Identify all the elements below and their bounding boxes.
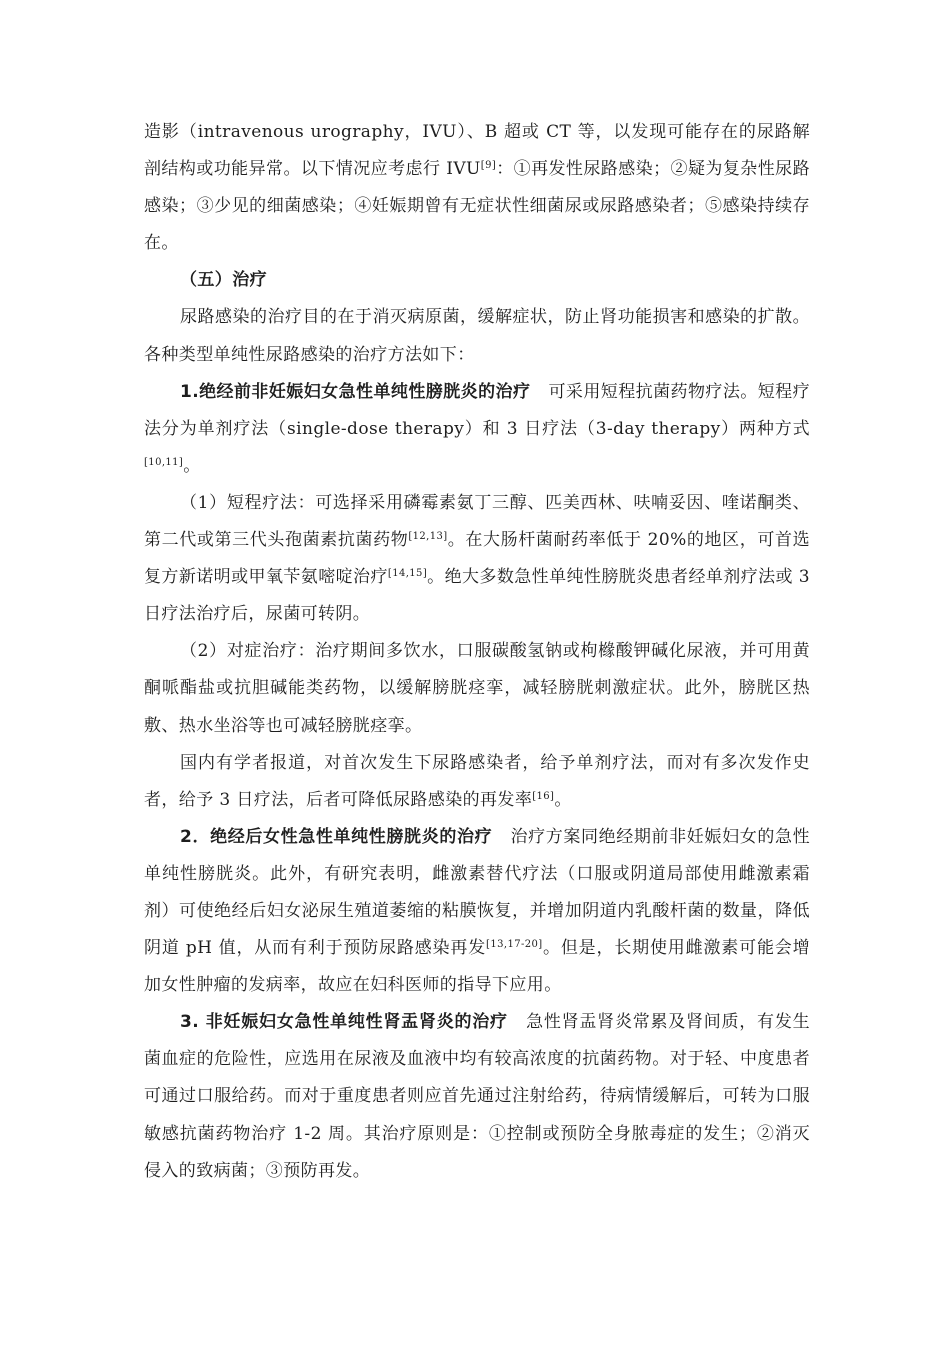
paragraph-text: 。 (554, 789, 572, 810)
paragraph-text: 造影（intravenous urography，IVU）、B 超或 CT 等，以发现可能存在的尿路解剖结构或功能异常。以下情况应考虑行 IVU (144, 122, 810, 180)
paragraph-ivu (144, 114, 810, 262)
paragraph-text: 。在大肠杆菌耐药率低于 20%的地区，可首选复方新诺明或甲氧苄氨嘧啶治疗 (144, 530, 810, 588)
paragraph-text: 治疗方案同绝经期前非妊娠妇女的急性单纯性膀胱炎。此外，有研究表明，雌激素替代疗法（口服或阴道局部使用雌激素霜剂）可使绝经后妇女泌尿生殖道萎缩的粘膜恢复，并增加阴道内乳酸杆菌的数量，降低阴道 pH 值，从而有利于预防尿路感染再发 (144, 826, 810, 959)
paragraph-text: （1）短程疗法：可选择采用磷霉素氨丁三醇、匹美西林、呋喃妥因、喹诺酮类、第二代或第三代头孢菌素抗菌药物 (144, 492, 810, 551)
paragraph-text: 。 (183, 455, 201, 476)
section-heading-treatment: （五）治疗 (180, 270, 267, 291)
paragraph-premenopausal-cystitis (144, 374, 810, 485)
paragraph-postmenopausal-cystitis (144, 819, 810, 1004)
paragraph-text: 急性肾盂肾炎常累及肾间质，有发生菌血症的危险性，应选用在尿液及血液中均有较高浓度的抗菌药物。对于轻、中度患者可通过口服给药。而对于重度患者则应首先通过注射给药，待病情缓解后，可转为口服敏感抗菌药物治疗 1-2 周。其治疗原则是：①控制或预防全身脓毒症的发生；②消灭侵入的致病菌；③预防再发。 (144, 1012, 810, 1181)
subsection-title: 1.绝经前非妊娠妇女急性单纯性膀胱炎的治疗 (180, 381, 531, 402)
document-body (144, 114, 810, 1190)
paragraph-text: 。绝大多数急性单纯性膀胱炎患者经单剂疗法或 3 日疗法治疗后，尿菌可转阴。 (144, 567, 811, 625)
citation: [12,13] (408, 531, 448, 543)
paragraph-text: 国内有学者报道，对首次发生下尿路感染者，给予单剂疗法，而对有多次发作史者，给予 3 日疗法，后者可降低尿路感染的再发率 (144, 752, 810, 810)
paragraph-domestic-report (144, 745, 810, 819)
paragraph-treatment-goal: 尿路感染的治疗目的在于消灭病原菌，缓解症状，防止肾功能损害和感染的扩散。各种类型单纯性尿路感染的治疗方法如下： (144, 307, 810, 365)
paragraph-text: 。但是，长期使用雌激素可能会增加女性肿瘤的发病率，故应在妇科医师的指导下应用。 (144, 938, 811, 996)
paragraph-text: 可采用短程抗菌药物疗法。短程疗法分为单剂疗法（single-dose therapy）和 3 日疗法（3-day therapy）两种方式 (144, 381, 810, 439)
paragraph-pyelonephritis (144, 1004, 810, 1189)
paragraph-text: ：①再发性尿路感染；②疑为复杂性尿路感染；③少见的细菌感染；④妊娠期曾有无症状性细菌尿或尿路感染者；⑤感染持续存在。 (144, 159, 811, 254)
citation: [9] (480, 160, 497, 172)
paragraph-short-course (144, 485, 810, 633)
citation: [13,17-20] (486, 939, 543, 951)
citation: [14,15] (387, 568, 428, 580)
citation: [10,11] (144, 456, 184, 468)
subsection-title: 2．绝经后女性急性单纯性膀胱炎的治疗 (180, 826, 493, 847)
paragraph-symptomatic: （2）对症治疗：治疗期间多饮水，口服碳酸氢钠或枸橼酸钾碱化尿液，并可用黄酮哌酯盐或抗胆碱能类药物，以缓解膀胱痉挛，减轻膀胱刺激症状。此外，膀胱区热敷、热水坐浴等也可减轻膀胱痉挛。 (144, 641, 810, 736)
subsection-title: 3. 非妊娠妇女急性单纯性肾盂肾炎的治疗 (180, 1012, 508, 1033)
citation: [16] (532, 790, 555, 802)
